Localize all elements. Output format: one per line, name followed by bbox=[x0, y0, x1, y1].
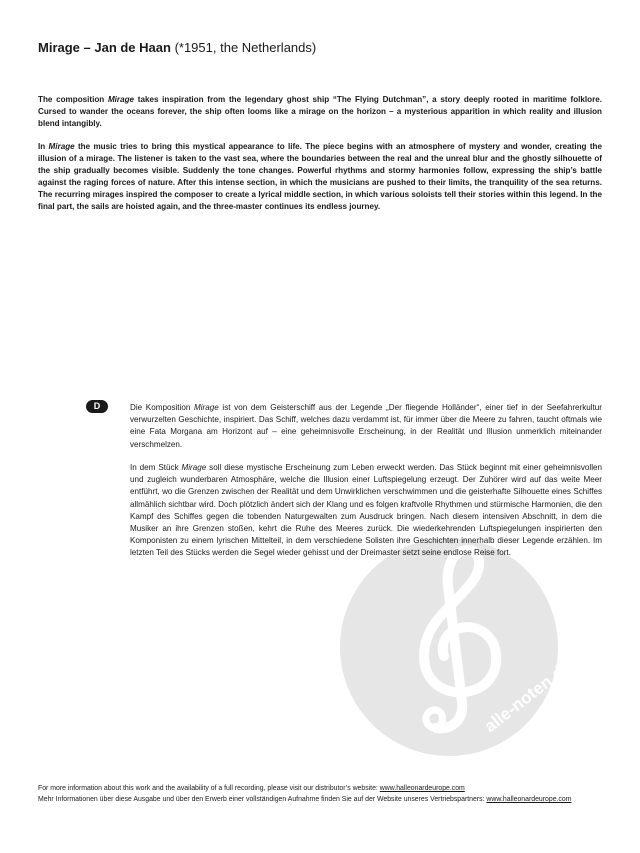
english-paragraph-1 bbox=[38, 94, 602, 130]
text-span: ist von dem Geisterschiff aus der Legende „Der fliegende Holländer“, einer tief in der Seefahrerkultur verwurzelten Geschichte, inspiriert. Das Schiff, welches dazu verdammt ist, für immer über die Meere zu fahren, taucht oftmals wie eine Fata Morgana am Horizont auf – eine geheimnisvolle Erscheinung, in der Realität und Illusion unmerklich miteinander verschmelzen. bbox=[130, 403, 602, 449]
distributor-link[interactable]: www.halleonardeurope.com bbox=[486, 796, 572, 803]
text-span: In bbox=[38, 142, 49, 151]
work-title-italic: Mirage bbox=[48, 142, 75, 151]
watermark-text: alle-noten.de bbox=[480, 656, 576, 737]
text-span: In dem Stück bbox=[130, 463, 182, 472]
footer-english bbox=[38, 784, 602, 795]
page-title bbox=[38, 40, 316, 55]
language-badge-de: D bbox=[86, 400, 108, 413]
footer-german bbox=[38, 795, 602, 806]
work-title-italic: Mirage bbox=[194, 403, 219, 412]
german-paragraph-1 bbox=[130, 402, 602, 451]
treble-clef-watermark-icon bbox=[340, 538, 576, 756]
footer-text: Mehr Informationen über diese Ausgabe und über den Erwerb einer vollständigen Aufnahme finden Sie auf der Website unseres Vertriebspartners: bbox=[38, 796, 487, 803]
title-rest: (*1951, the Netherlands) bbox=[170, 40, 317, 55]
text-span: Die Komposition bbox=[130, 403, 195, 412]
footer-text: For more information about this work and the availability of a full recording, please visit our distributor’s website: bbox=[38, 785, 380, 792]
english-paragraph-2 bbox=[38, 141, 602, 214]
text-span: soll diese mystische Erscheinung zum Leben erweckt werden. Das Stück beginnt mit einer geheimnisvollen und zugleich wunderbaren Atmosphäre, welche die Illusion einer Luftspiegelung erzeugt. Der Zuhörer wird auf das weite Meer entführt, wo die Grenzen zwischen der Realität und dem Unwirklichen verschwimmen und die geisterhafte Silhouette eines Schiffes allmählich sichtbar wird. Doch plötzlich ändert sich der Klang und es folgen kraftvolle Rhythmen und stürmische Harmonien, die den Kampf des Schiffes gegen die tobenden Naturgewalten zum Ausdruck bringen. Nach diesem intensiven Abschnitt, in dem die Musiker an ihre Grenzen stoßen, kehrt die Ruhe des Meeres zurück. Die wiederkehrenden Luftspiegelungen inspirierten den Komponisten zu einem lyrischen Mittelteil, in dem verschiedene Solisten ihre Geschichten innerhalb dieser Legende erzählen. Im letzten Teil des Stücks werden die Segel wieder gehisst und der Dreimaster setzt seine endlose Reise fort. bbox=[130, 463, 602, 558]
text-span: The composition bbox=[38, 95, 108, 104]
distributor-link[interactable]: www.halleonardeurope.com bbox=[379, 785, 465, 792]
text-span: takes inspiration from the legendary ghost ship “The Flying Dutchman”, a story deeply rooted in maritime folklore. Cursed to wander the oceans forever, the ship often looms like a mirage on the horizon – a mysterious apparition in which reality and illusion blend intangibly. bbox=[38, 95, 602, 129]
work-title-italic: Mirage bbox=[107, 95, 135, 104]
text-span: the music tries to bring this mystical appearance to life. The piece begins with an atmosphere of mystery and wonder, creating the illusion of a mirage. The listener is taken to the vast sea, where the boundaries between the real and the unreal blur and the ghostly silhouette of the ship gradually becomes visible. Suddenly the tone changes. Powerful rhythms and stormy harmonies follow, expressing the ship’s battle against the raging forces of nature. After this intense section, in which the musicians are pushed to their limits, the tranquility of the sea returns. The recurring mirages inspired the composer to create a lyrical middle section, in which various soloists tell their stories within this legend. In the final part, the sails are hoisted again, and the three-master continues its endless journey. bbox=[38, 142, 602, 212]
german-paragraph-2 bbox=[130, 462, 602, 560]
title-bold: Mirage – Jan de Haan bbox=[38, 40, 171, 55]
work-title-italic: Mirage bbox=[181, 463, 207, 472]
